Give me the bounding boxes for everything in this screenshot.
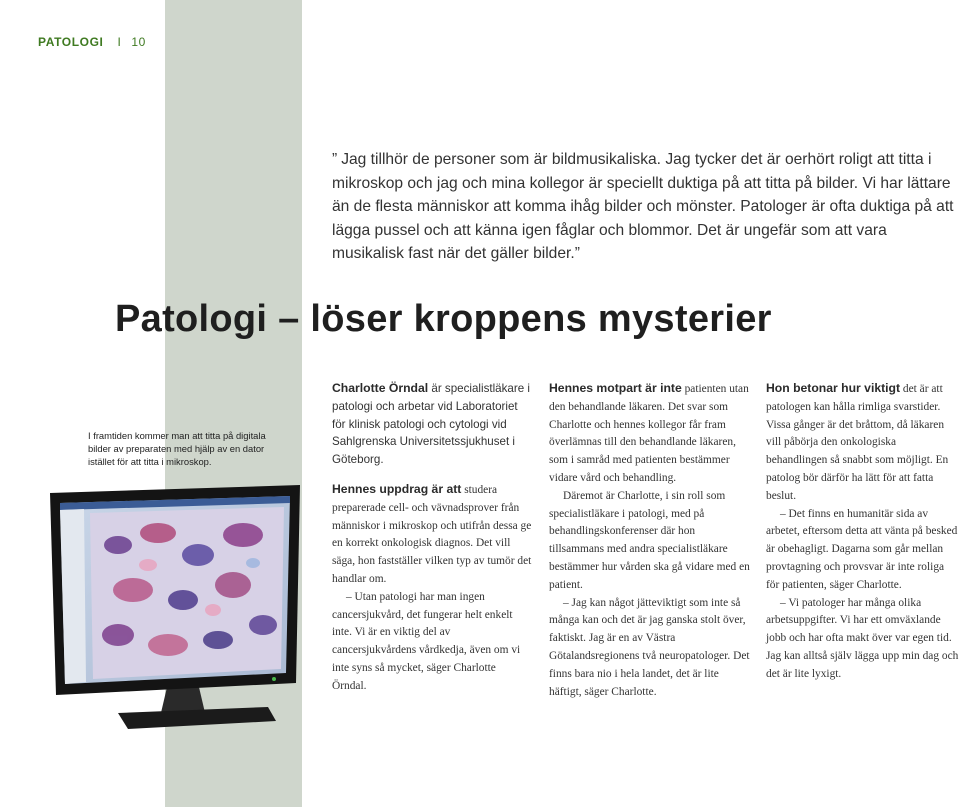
quote-open-mark: ” [332, 151, 338, 168]
paragraph-text: – Jag kan något jätteviktigt som inte så många kan och det är jag ganska stolt över, faktiskt. Jag är en av Västra Götalandsregionens två neuropatologer. Det finns bara nio i hela landet, det är lite häftigt, säger Charlotte. [549, 596, 750, 698]
paragraph [332, 589, 532, 696]
paragraph [549, 595, 751, 702]
paragraph-text: är specialistläkare i patologi och arbetar vid Laboratoriet för klinisk patologi och cytologi vid Sahlgrenska Universitetssjukhuset i Göteborg. [332, 382, 530, 467]
paragraph-text: – Det finns en humanitär sida av arbetet, eftersom detta att vänta på besked är obehagligt. Dagarna som går mellan provtagning och provsvar är inte roliga för patienten, säger Charlotte. [766, 507, 958, 591]
text-column-1 [332, 380, 532, 696]
paragraph-text: Däremot är Charlotte, i sin roll som specialistläkare i patologi, med på behandlingskonferenser där hon tillsammans med andra specialistläkare bestämmer hur vården ska gå vidare med en patient. [549, 489, 750, 591]
paragraph [332, 380, 532, 469]
article-title: Patologi – löser kroppens mysterier [115, 298, 772, 340]
quote-close-mark: ” [574, 245, 580, 262]
pull-quote [332, 148, 958, 266]
paragraph-lead: Hon betonar hur viktigt [766, 381, 901, 395]
paragraph-text: – Vi patologer har många olika arbetsuppgifter. Vi har ett omväxlande jobb och har ofta makt över var egen tid. Jag kan alltså själv lägga upp min dag och det är lite lyxigt. [766, 596, 959, 680]
paragraph-text: patienten utan den behandlande läkaren. Det svar som Charlotte och hennes kollegor får fram överlämnas till den behandlande läkaren, som i samråd med patienten bestämmer vidare vård och behandling. [549, 383, 749, 484]
paragraph [549, 488, 751, 595]
paragraph-text: det är att patologen kan hålla rimliga svarstider. Vissa gånger är det bråttom, då läkaren vill påbörja den onkologiska behandlingen så snabbt som möjligt. En patolog bör därför ha lätt för att fatta beslut. [766, 383, 949, 502]
quote-text: Jag tillhör de personer som är bildmusikaliska. Jag tycker det är oerhört roligt att titta i mikroskop och jag och mina kollegor är speciellt duktiga på att titta på bilder. Vi har lättare än de flesta människor att komma ihåg bilder och mönster. Patologer är ofta duktiga på att lägga pussel och att känna igen fåglar och blommor. Det är ungefär som att vara musikalisk fast när det gäller bilder. [332, 151, 954, 262]
header-separator: I [117, 35, 122, 49]
page-number: 10 [131, 35, 146, 49]
text-column-2 [549, 380, 751, 701]
paragraph [332, 481, 532, 589]
page-header [38, 35, 146, 49]
monitor-with-microscopy-image-icon [38, 485, 318, 745]
paragraph-lead: Charlotte Örndal [332, 381, 429, 395]
paragraph [766, 380, 960, 506]
paragraph [766, 595, 960, 684]
paragraph-text: – Utan patologi har man ingen cancersjukvård, det fungerar helt enkelt inte. Vi är en viktig del av cancersjukvårdens vårdkedja, även om vi inte syns så mycket, säger Charlotte Örndal. [332, 590, 521, 692]
paragraph [549, 380, 751, 488]
text-column-3 [766, 380, 960, 684]
paragraph-lead: Hennes motpart är inte [549, 381, 682, 395]
section-label: PATOLOGI [38, 35, 104, 49]
paragraph-text: studera preparerade cell- och vävnadsprover från människor i mikroskop och utifrån dessa ge en korrekt onkologisk diagnos. Det vill säga, hon fastställer vilken typ av tumör det handlar om. [332, 483, 532, 585]
image-caption: I framtiden kommer man att titta på digitala bilder av preparaten med hjälp av en dator istället för att titta i mikroskop. [88, 430, 266, 467]
paragraph-lead: Hennes uppdrag är att [332, 481, 462, 496]
paragraph [766, 506, 960, 595]
